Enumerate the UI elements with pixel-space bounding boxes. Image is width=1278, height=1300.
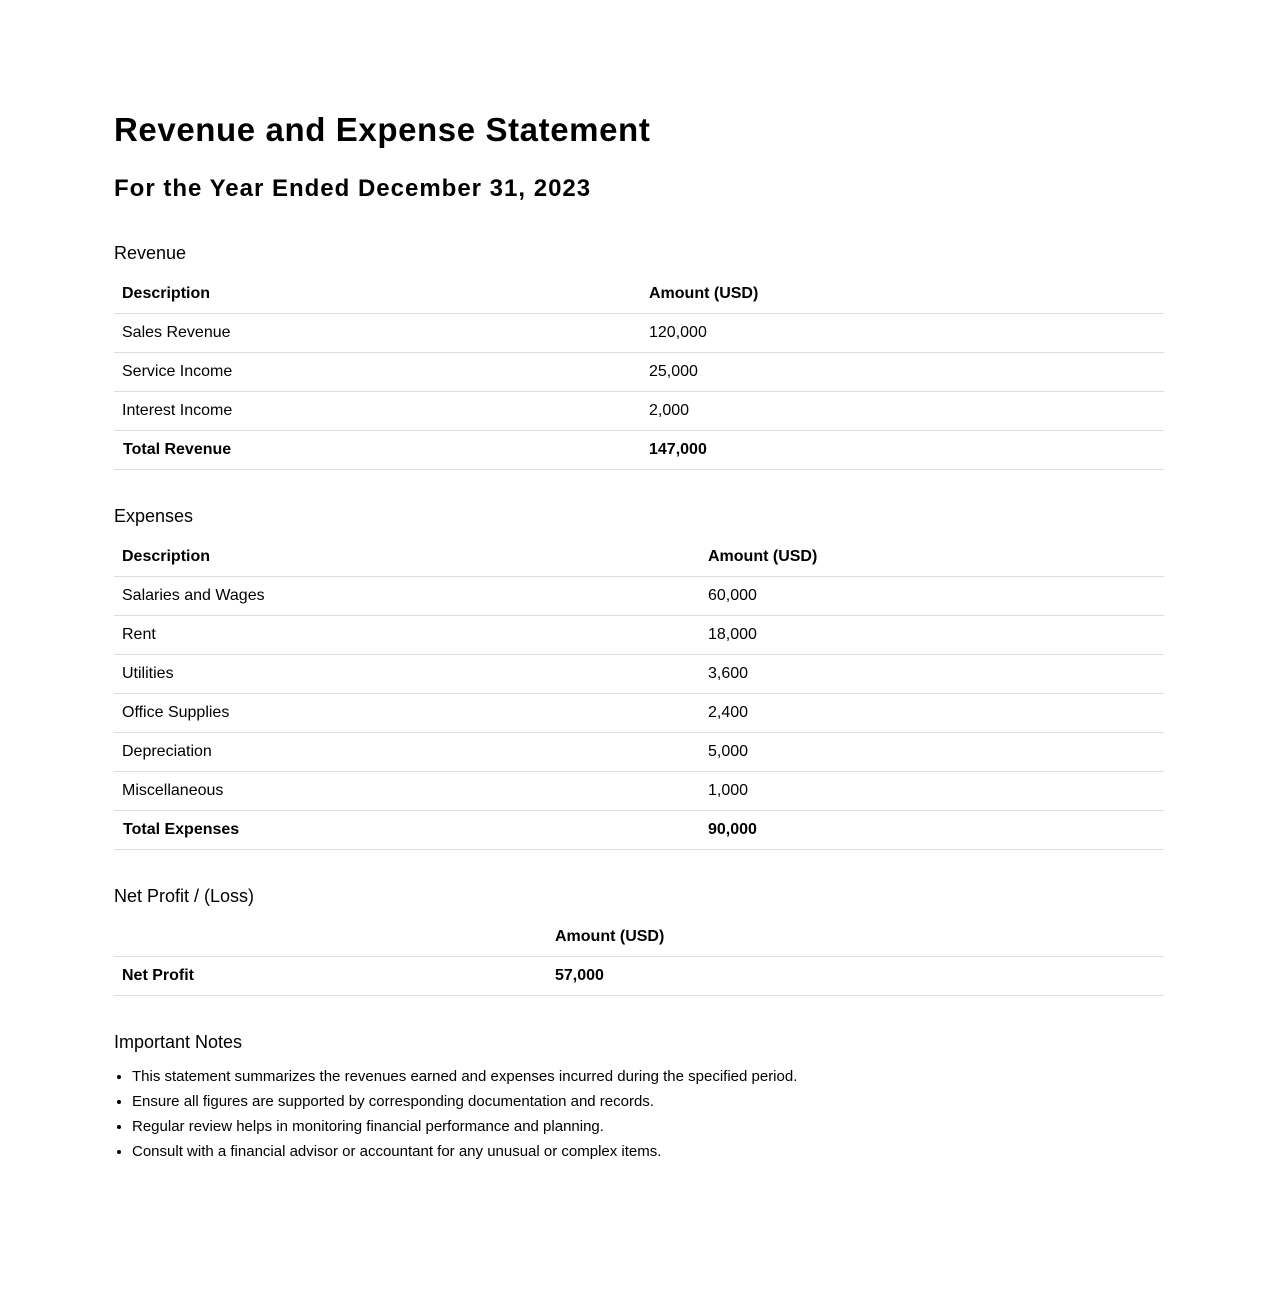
expenses-header-row bbox=[114, 538, 1164, 577]
list-item: • Consult with a financial advisor or accountant for any unusual or complex items. bbox=[132, 1139, 1164, 1164]
row-description: Depreciation bbox=[114, 733, 700, 772]
revenue-total-row bbox=[114, 431, 1164, 470]
revenue-heading: Revenue bbox=[114, 243, 187, 263]
total-revenue-amount: 147,000 bbox=[641, 431, 1164, 470]
notes-list bbox=[114, 1064, 1164, 1164]
row-description: Utilities bbox=[114, 655, 700, 694]
net-profit-header-row bbox=[114, 918, 1164, 957]
net-profit-section bbox=[114, 884, 1164, 996]
net-profit-table bbox=[114, 918, 1164, 996]
table-row bbox=[114, 314, 1164, 353]
column-header-description: Description bbox=[114, 538, 700, 577]
table-row bbox=[114, 616, 1164, 655]
net-profit-amount: 57,000 bbox=[547, 957, 1164, 996]
row-amount: 18,000 bbox=[700, 616, 1164, 655]
total-expenses-amount: 90,000 bbox=[700, 811, 1164, 850]
net-profit-row bbox=[114, 957, 1164, 996]
table-row bbox=[114, 577, 1164, 616]
revenue-section bbox=[114, 241, 1164, 470]
table-row bbox=[114, 733, 1164, 772]
page-title: Revenue and Expense Statement bbox=[114, 111, 651, 148]
row-description: Sales Revenue bbox=[114, 314, 641, 353]
row-description: Rent bbox=[114, 616, 700, 655]
notes-section bbox=[114, 1030, 1164, 1164]
statement-document bbox=[114, 106, 1164, 1164]
table-row bbox=[114, 353, 1164, 392]
list-item: • This statement summarizes the revenues earned and expenses incurred during the specified period. bbox=[132, 1064, 1164, 1089]
list-item: • Ensure all figures are supported by corresponding documentation and records. bbox=[132, 1089, 1164, 1114]
row-description: Salaries and Wages bbox=[114, 577, 700, 616]
net-profit-heading: Net Profit / (Loss) bbox=[114, 886, 255, 906]
row-amount: 2,000 bbox=[641, 392, 1164, 431]
total-revenue-label: Total Revenue bbox=[114, 431, 641, 470]
expenses-heading: Expenses bbox=[114, 506, 194, 526]
net-profit-label: Net Profit bbox=[114, 957, 547, 996]
column-header-amount: Amount (USD) bbox=[700, 538, 1164, 577]
row-amount: 3,600 bbox=[700, 655, 1164, 694]
table-row bbox=[114, 772, 1164, 811]
page-subtitle: For the Year Ended December 31, 2023 bbox=[114, 175, 592, 202]
row-amount: 1,000 bbox=[700, 772, 1164, 811]
revenue-table bbox=[114, 275, 1164, 470]
row-amount: 2,400 bbox=[700, 694, 1164, 733]
expenses-section bbox=[114, 504, 1164, 850]
expenses-total-row bbox=[114, 811, 1164, 850]
table-row bbox=[114, 655, 1164, 694]
row-description: Office Supplies bbox=[114, 694, 700, 733]
column-header-blank bbox=[114, 918, 547, 957]
revenue-header-row bbox=[114, 275, 1164, 314]
row-description: Service Income bbox=[114, 353, 641, 392]
notes-heading: Important Notes bbox=[114, 1032, 243, 1052]
column-header-amount: Amount (USD) bbox=[641, 275, 1164, 314]
row-amount: 120,000 bbox=[641, 314, 1164, 353]
total-expenses-label: Total Expenses bbox=[114, 811, 700, 850]
column-header-amount: Amount (USD) bbox=[547, 918, 1164, 957]
row-amount: 60,000 bbox=[700, 577, 1164, 616]
list-item: • Regular review helps in monitoring financial performance and planning. bbox=[132, 1114, 1164, 1139]
row-amount: 25,000 bbox=[641, 353, 1164, 392]
expenses-table bbox=[114, 538, 1164, 850]
row-amount: 5,000 bbox=[700, 733, 1164, 772]
table-row bbox=[114, 392, 1164, 431]
row-description: Interest Income bbox=[114, 392, 641, 431]
column-header-description: Description bbox=[114, 275, 641, 314]
row-description: Miscellaneous bbox=[114, 772, 700, 811]
table-row bbox=[114, 694, 1164, 733]
